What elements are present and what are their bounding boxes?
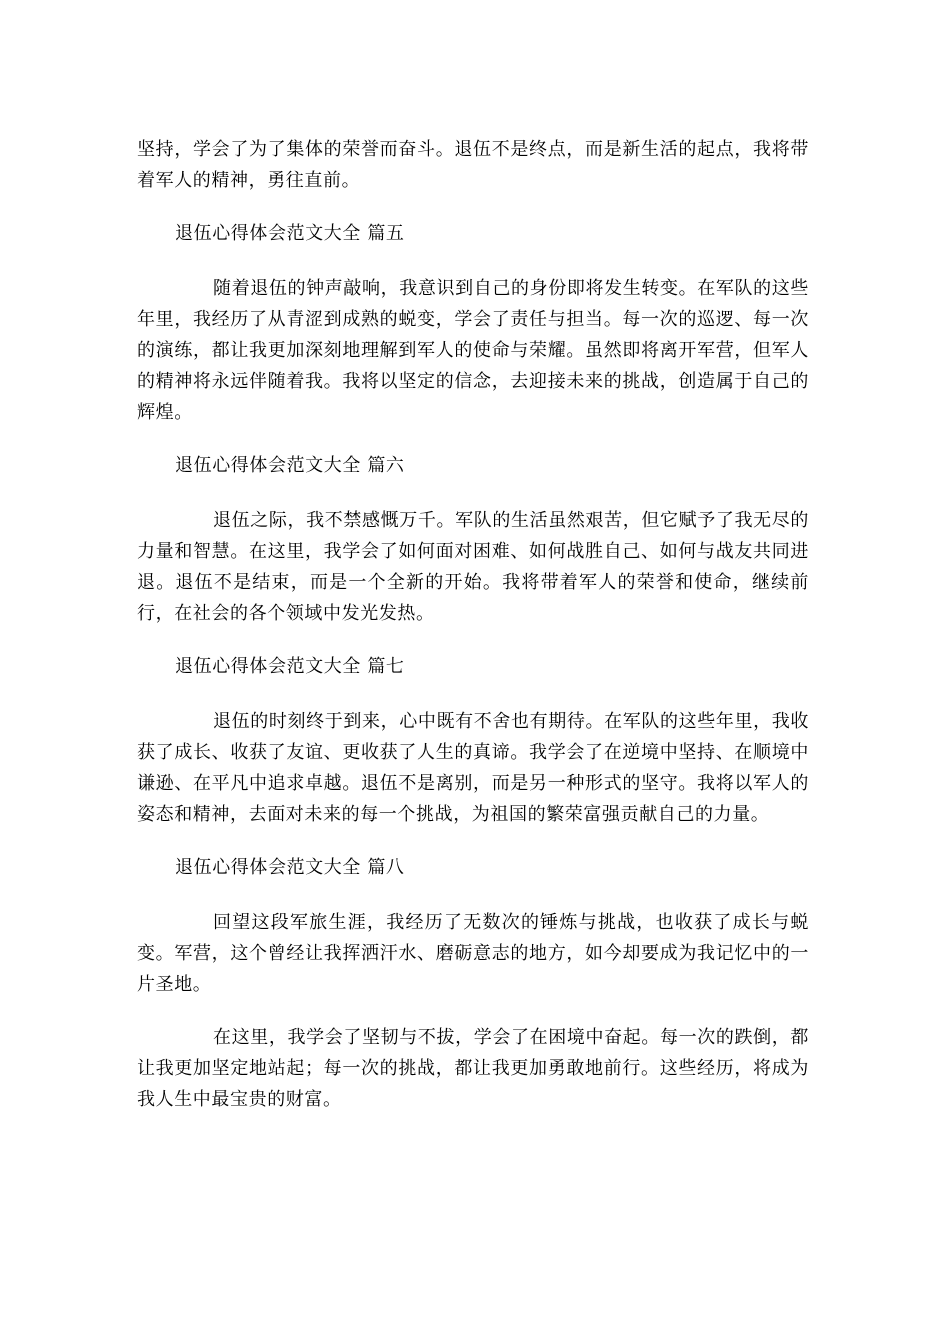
section-heading-5: 退伍心得体会范文大全 篇五	[175, 223, 405, 244]
paragraph-section-7: 退伍的时刻终于到来，心中既有不舍也有期待。在军队的这些年里，我收获了成长、收获了友谊、更收获了人生的真谛。我学会了在逆境中坚持、在顺境中谦逊、在平凡中追求卓越。退伍不是离别，而是另一种形式的坚守。我将以军人的姿态和精神，去面对未来的每一个挑战，为祖国的繁荣富强贡献自己的力量。	[137, 711, 809, 825]
paragraph-section-5: 随着退伍的钟声敲响，我意识到自己的身份即将发生转变。在军队的这些年里，我经历了从青涩到成熟的蜕变，学会了责任与担当。每一次的巡逻、每一次的演练，都让我更加深刻地理解到军人的使命与荣耀。虽然即将离开军营，但军人的精神将永远伴随着我。我将以坚定的信念，去迎接未来的挑战，创造属于自己的辉煌。	[137, 278, 809, 423]
section-heading-7: 退伍心得体会范文大全 篇七	[175, 656, 405, 677]
paragraph-section-8-b: 在这里，我学会了坚韧与不拔，学会了在困境中奋起。每一次的跌倒，都让我更加坚定地站起；每一次的挑战，都让我更加勇敢地前行。这些经历，将成为我人生中最宝贵的财富。	[137, 1027, 809, 1110]
document-page	[137, 134, 809, 1115]
section-heading-6: 退伍心得体会范文大全 篇六	[175, 455, 405, 476]
paragraph-continued: 坚持，学会了为了集体的荣誉而奋斗。退伍不是终点，而是新生活的起点，我将带着军人的精神，勇往直前。	[137, 139, 809, 191]
paragraph-section-8-a: 回望这段军旅生涯，我经历了无数次的锤炼与挑战，也收获了成长与蜕变。军营，这个曾经让我挥洒汗水、磨砺意志的地方，如今却要成为我记忆中的一片圣地。	[137, 912, 809, 995]
section-heading-8: 退伍心得体会范文大全 篇八	[175, 857, 405, 878]
paragraph-section-6: 退伍之际，我不禁感慨万千。军队的生活虽然艰苦，但它赋予了我无尽的力量和智慧。在这里，我学会了如何面对困难、如何战胜自己、如何与战友共同进退。退伍不是结束，而是一个全新的开始。我将带着军人的荣誉和使命，继续前行，在社会的各个领域中发光发热。	[137, 510, 809, 624]
